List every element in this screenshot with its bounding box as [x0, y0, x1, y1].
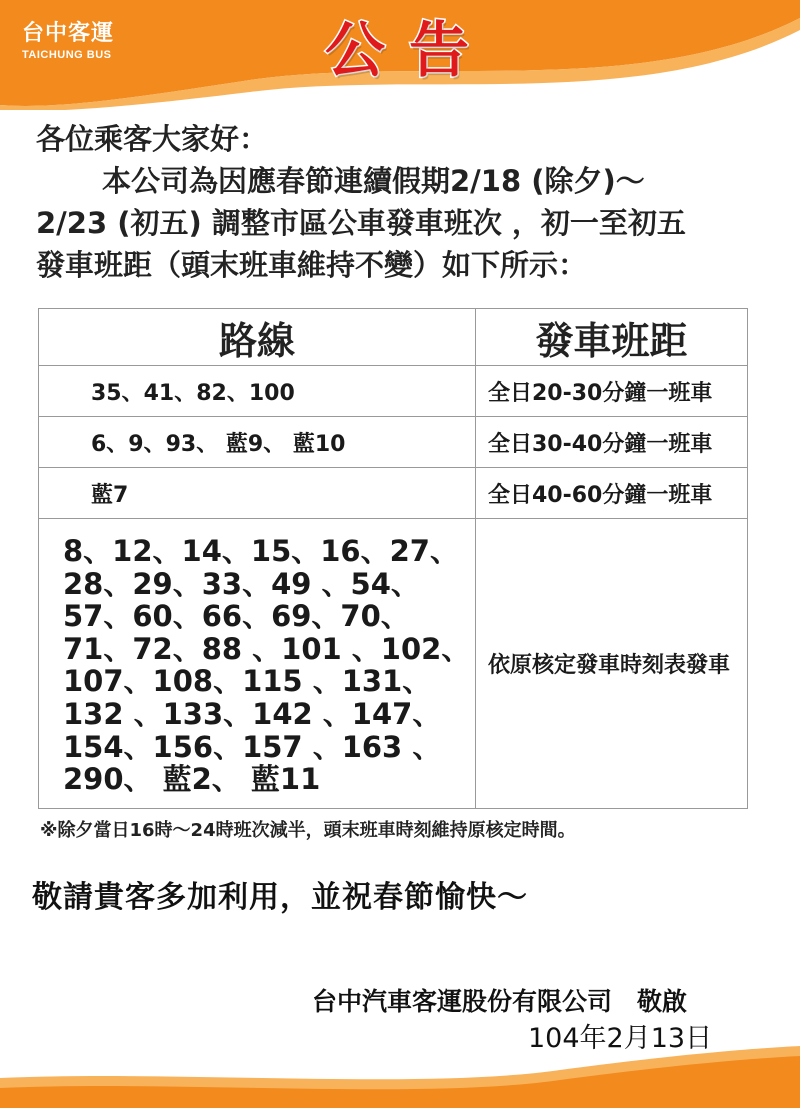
intro-line-2: 2/23 (初五) 調整市區公車發車班次 ，初一至初五 [36, 206, 686, 240]
route-line: 8、12、14、15、16、27、 [63, 534, 459, 568]
table-row [39, 366, 748, 417]
logo-chinese: 台中客運 [22, 21, 115, 46]
route-line: 290、 藍2、 藍11 [63, 762, 321, 797]
footer-banner [0, 1040, 800, 1108]
greeting: 各位乘客大家好： [36, 122, 269, 156]
route-line: 57、60、66、69、70、 [63, 599, 410, 634]
logo-english: TAICHUNG BUS [22, 49, 112, 61]
table-row [39, 417, 748, 468]
route-line: 132 、133、142 、147、 [63, 696, 442, 731]
route-cell: 35、41、82、100 [39, 366, 476, 417]
signature-company: 台中汽車客運股份有限公司 敬啟 [312, 987, 688, 1016]
schedule-table [38, 308, 748, 809]
route-line: 154、156、157 、163 、 [63, 729, 442, 764]
company-logo [22, 22, 114, 62]
interval-cell: 全日30-40分鐘一班車 [476, 417, 748, 468]
route-cell: 藍7 [39, 468, 476, 519]
route-line: 28、29、33、49 、54、 [63, 566, 420, 601]
route-line: 107、108、115 、131、 [63, 664, 432, 699]
interval-cell: 全日20-30分鐘一班車 [476, 366, 748, 417]
footnote: ※除夕當日16時～24時班次減半，頭末班車時刻維持原核定時間。 [40, 820, 576, 841]
footer-wave [0, 1040, 800, 1108]
intro-line-1: 本公司為因應春節連續假期2/18 (除夕)～ [102, 164, 645, 198]
interval-header: 發車班距 [476, 309, 748, 366]
table-row [39, 519, 748, 809]
notice-title: 公告 [325, 16, 493, 86]
interval-cell: 依原核定發車時刻表發車 [476, 519, 748, 809]
route-header: 路線 [39, 309, 476, 366]
closing-wish: 敬請貴客多加利用，並祝春節愉快～ [32, 880, 528, 915]
intro-line-3: 發車班距（頭末班車維持不變）如下所示： [36, 248, 588, 282]
route-cell: 6、9、93、 藍9、 藍10 [39, 417, 476, 468]
interval-cell: 全日40-60分鐘一班車 [476, 468, 748, 519]
route-line: 71、72、88 、101 、102、 [63, 631, 471, 666]
table-row [39, 468, 748, 519]
signature-date: 104年2月13日 [528, 1023, 713, 1054]
table-header-row [39, 309, 748, 366]
intro-text [36, 118, 776, 286]
route-cell [39, 519, 476, 809]
